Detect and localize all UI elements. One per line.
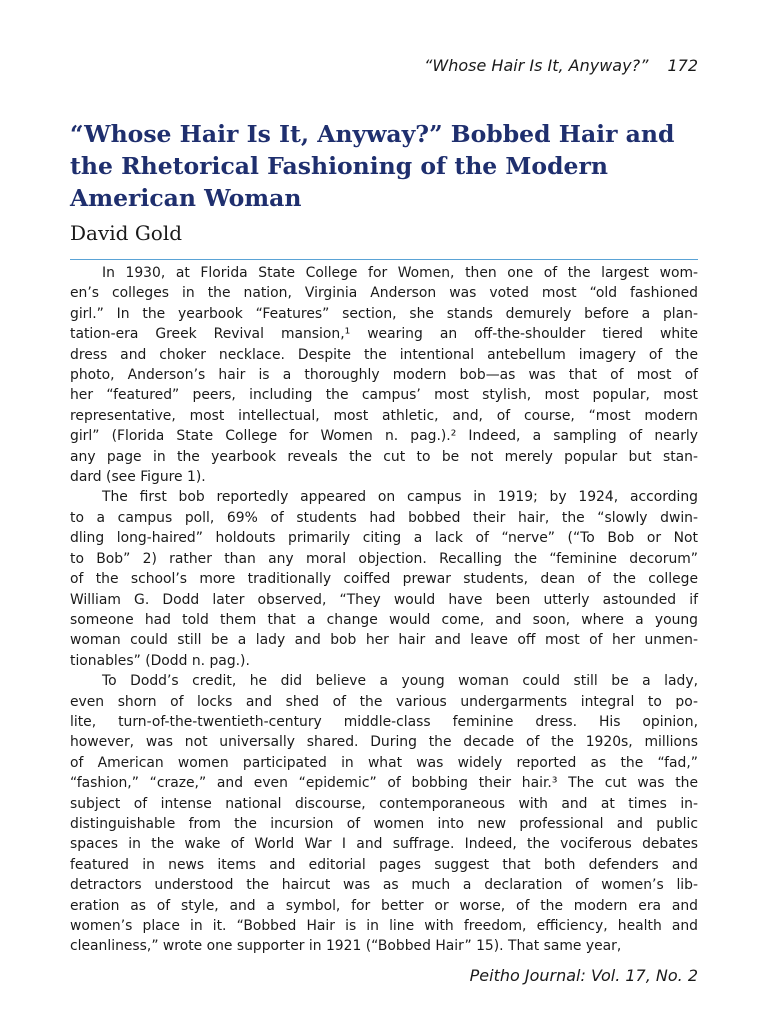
paragraph-line: subject of intense national discourse, contemporaneous with and at times in-: [70, 795, 698, 812]
paragraph-line: spaces in the wake of World War I and suffrage. Indeed, the vociferous debates: [70, 836, 698, 853]
paragraph-line: however, was not universally shared. During the decade of the 1920s, millions: [70, 734, 698, 751]
article-body: [70, 263, 698, 957]
paragraph-line: tation-era Greek Revival mansion,¹ wearing an off-the-shoulder tiered white: [70, 326, 698, 343]
paragraph-line: lite, turn-of-the-twentieth-century middle-class feminine dress. His opinion,: [70, 713, 698, 730]
article-title: “Whose Hair Is It, Anyway?” Bobbed Hair and the Rhetorical Fashioning of the Modern American Woman: [70, 120, 675, 212]
paragraph-line: women’s place in it. “Bobbed Hair is in line with freedom, efficiency, health and: [70, 918, 698, 934]
paragraph-line: cleanliness,” wrote one supporter in 1921 (“Bobbed Hair” 15). That same year,: [70, 938, 622, 955]
paragraph-line: even shorn of locks and shed of the various undergarments integral to po-: [70, 693, 698, 710]
body-paragraph: [70, 263, 698, 487]
paragraph-line: someone had told them that a change would come, and soon, where a young: [70, 611, 698, 628]
paragraph-line: dard (see Figure 1).: [70, 469, 206, 486]
paragraph-line: dling long-haired” holdouts primarily citing a lack of “nerve” (“To Bob or Not: [70, 530, 698, 547]
body-paragraph: [70, 671, 698, 957]
journal-footer: Peitho Journal: Vol. 17, No. 2: [469, 966, 698, 985]
paragraph-line: any page in the yearbook reveals the cut to be not merely popular but stan-: [70, 448, 698, 465]
paragraph-line: In 1930, at Florida State College for Women, then one of the largest wom-: [102, 265, 698, 281]
paragraph-line: “fashion,” “craze,” and even “epidemic” of bobbing their hair.³ The cut was the: [70, 775, 698, 792]
paragraph-line: distinguishable from the incursion of women into new professional and public: [70, 815, 698, 832]
paragraph-line: girl.” In the yearbook “Features” section, she stands demurely before a plan-: [70, 305, 698, 322]
body-paragraph: [70, 487, 698, 671]
paragraph-line: The first bob reportedly appeared on campus in 1919; by 1924, according: [102, 489, 698, 506]
running-head: [424, 56, 698, 75]
title-block: [70, 118, 700, 248]
paragraph-line: of the school’s more traditionally coiffed prewar students, dean of the college: [70, 571, 698, 588]
paragraph-line: of American women participated in what was widely reported as the “fad,”: [70, 754, 698, 771]
paragraph-line: woman could still be a lady and bob her hair and leave off most of her unmen-: [70, 632, 698, 649]
paragraph-line: girl” (Florida State College for Women n. pag.).² Indeed, a sampling of nearly: [70, 428, 698, 445]
paragraph-line: to Bob” 2) rather than any moral objection. Recalling the “feminine decorum”: [70, 550, 698, 567]
paragraph-line: photo, Anderson’s hair is a thoroughly modern bob—as was that of most of: [70, 367, 698, 384]
paragraph-line: representative, most intellectual, most athletic, and, of course, “most modern: [70, 407, 698, 424]
paragraph-line: tionables” (Dodd n. pag.).: [70, 652, 250, 669]
page-number: 172: [667, 56, 698, 75]
paragraph-line: eration as of style, and a symbol, for better or worse, of the modern era and: [70, 897, 698, 914]
paragraph-line: detractors understood the haircut was as much a declaration of women’s lib-: [70, 877, 698, 894]
paragraph-line: en’s colleges in the nation, Virginia Anderson was voted most “old fashioned: [70, 285, 698, 302]
paragraph-line: to a campus poll, 69% of students had bobbed their hair, the “slowly dwin-: [70, 509, 698, 526]
paragraph-line: To Dodd’s credit, he did believe a young woman could still be a lady,: [102, 673, 698, 690]
paragraph-line: her “featured” peers, including the campus’ most stylish, most popular, most: [70, 387, 698, 404]
paragraph-line: featured in news items and editorial pages suggest that both defenders and: [70, 856, 698, 873]
title-divider: [70, 259, 698, 260]
author-name: David Gold: [70, 221, 183, 245]
paragraph-line: William G. Dodd later observed, “They would have been utterly astounded if: [70, 591, 698, 608]
running-head-title: “Whose Hair Is It, Anyway?”: [424, 56, 649, 75]
paragraph-line: dress and choker necklace. Despite the intentional antebellum imagery of the: [70, 346, 698, 363]
